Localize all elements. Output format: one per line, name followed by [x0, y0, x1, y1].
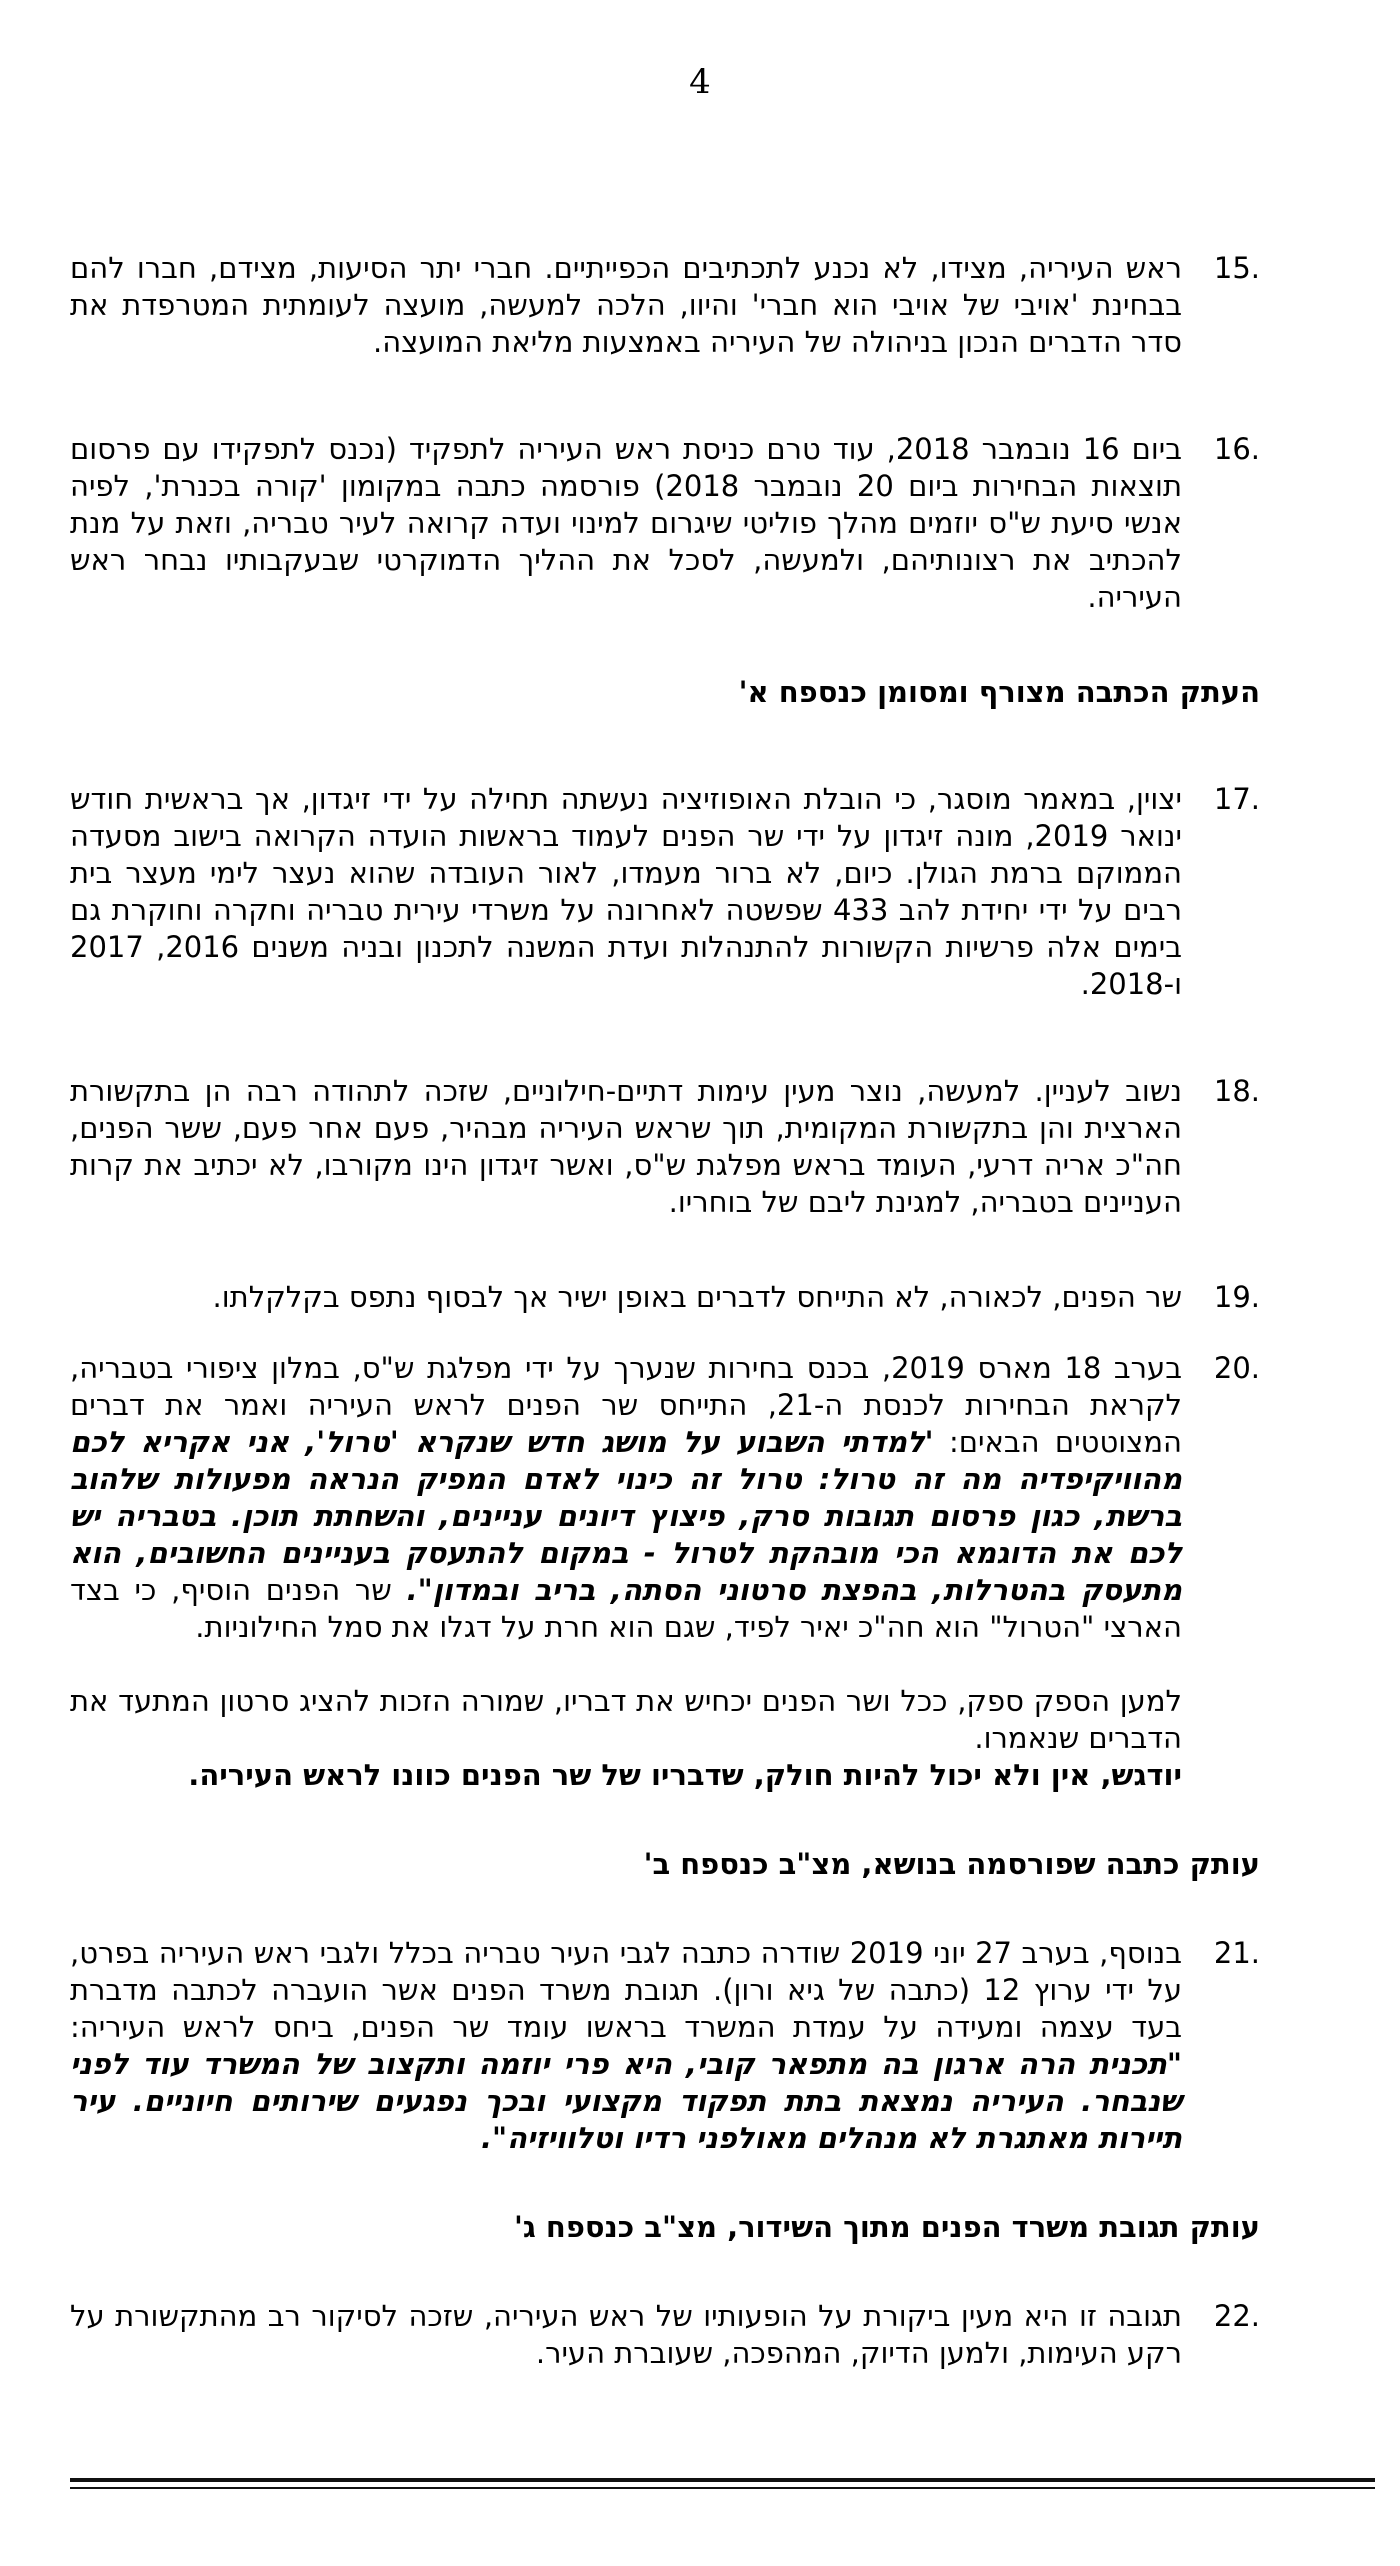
annex-c-heading: עותק תגובת משרד הפנים מתוך השידור, מצ"ב כנספח ג'	[513, 2210, 1260, 2244]
page-number: 4	[689, 62, 711, 102]
paragraph-16	[70, 431, 1260, 616]
paragraph-text: נשוב לעניין. למעשה, נוצר מעין עימות דתיים-חילוניים, שזכה לתהודה רבה הן בתקשורת הארצית והן בתקשורת המקומית, תוך שראש העיריה מבהיר, פעם אחר פעם, ששר הפנים, חה"כ אריה דרעי, העומד בראש מפלגת ש"ס, ואשר זיגדון הינו מקורבו, לא יכתיב את קרות העניינים בטבריה, למגינת ליבם של בוחריו.	[70, 1074, 1182, 1219]
paragraph-21	[70, 1935, 1260, 2157]
paragraph-17	[70, 781, 1260, 1003]
paragraph-number: 20.	[1213, 1351, 1260, 1385]
footer-rule	[70, 2478, 1375, 2482]
document-body	[70, 250, 1260, 2372]
ministry-response-quote: "תכנית הרה ארגון בה מתפאר קובי, היא פרי יוזמה ותקצוב של המשרד עוד לפני שנבחר. העיריה נמצאת בתת תפקוד מקצועי ובכך נפגעים שירותים חיוניים. עיר תיירות מאתגרת לא מנהלים מאולפני רדיו וטלוויזיה".	[70, 2047, 1182, 2155]
paragraph-intro: בערב 18 מארס 2019, בכנס בחירות שנערך על ידי מפלגת ש"ס, במלון ציפורי בטבריה, לקראת הבחירות לכנסת ה-21, התייחס שר הפנים לראש העיריה ואמר את דברים המצוטטים הבאים:	[70, 1351, 1183, 1459]
paragraph-18	[70, 1073, 1260, 1221]
paragraph-number: 17.	[1213, 782, 1260, 816]
paragraph-number: 18.	[1213, 1074, 1260, 1108]
paragraph-19	[70, 1279, 1260, 1316]
paragraph-text: שר הפנים, לכאורה, לא התייחס לדברים באופן ישיר אך לבסוף נתפס בקלקלתו.	[212, 1280, 1182, 1314]
paragraph-text: ביום 16 נובמבר 2018, עוד טרם כניסת ראש העיריה לתפקיד (נכנס לתפקידו עם פרסום תוצאות הבחירות ביום 20 נובמבר 2018) פורסמה כתבה במקומון 'קורה בכנרת', לפיה אנשי סיעת ש"ס יוזמים מהלך פוליטי שיגרום למינוי ועדה קרואה לעיר טבריה, וזאת על מנת להכתיב את רצונותיהם, ולמעשה, לסכל את ההליך הדמוקרטי שבעקבותיו נבחר ראש העיריה.	[70, 432, 1182, 614]
paragraph-text: תגובה זו היא מעין ביקורת על הופעותיו של ראש העיריה, שזכה לסיקור רב מהתקשורת על רקע העימות, ולמען הדיוק, המהפכה, שעוברת העיר.	[70, 2299, 1182, 2370]
paragraph-number: 19.	[1213, 1280, 1260, 1314]
paragraph-intro: בנוסף, בערב 27 יוני 2019 שודרה כתבה לגבי העיר טבריה בכלל ולגבי ראש העיריה בפרט, על ידי ערוץ 12 (כתבה של גיא ורון). תגובת משרד הפנים אשר הועברה לכתבה מדברת בעד עצמה ומעידה על עמדת המשרד בראשו עומד שר הפנים, ביחס לראש העיריה:	[70, 1936, 1182, 2044]
paragraph-number: 16.	[1213, 432, 1260, 466]
footer-rule-thin	[70, 2487, 1375, 2489]
paragraph-20	[70, 1350, 1260, 1794]
paragraph-number: 21.	[1213, 1936, 1260, 1970]
minister-quote: 'למדתי השבוע על מושג חדש שנקרא 'טרול', אני אקריא לכם מהוויקיפדיה מה זה טרול: טרול זה כינוי לאדם המפיק הנראה מפעולות שלהוב ברשת, כגון פרסום תגובות סרק, פיצוץ דיונים עניינים, והשחתת תוכן. בטבריה יש לכם את הדוגמא הכי מובהקת לטרול - במקום להתעסק בעניינים החשובים, הוא מתעסק בהטרלות, בהפצת סרטוני הסתה, בריב ובמדון".	[70, 1425, 1182, 1607]
paragraph-number: 22.	[1213, 2299, 1260, 2333]
paragraph-15	[70, 250, 1260, 361]
emphasis-statement: יודגש, אין ולא יכול להיות חולק, שדבריו של שר הפנים כוונו לראש העיריה.	[188, 1758, 1182, 1792]
paragraph-text: יצוין, במאמר מוסגר, כי הובלת האופוזיציה נעשתה תחילה על ידי זיגדון, אך בראשית חודש ינואר 2019, מונה זיגדון על ידי שר הפנים לעמוד בראשות הועדה הקרואה בישוב מסעדה הממוקם ברמת הגולן. כיום, לא ברור מעמדו, לאור העובדה שהוא נעצר לימי מעצר בית רבים על ידי יחידת להב 433 שפשטה לאחרונה על משרדי עירית טבריה וחקרה וחוקרת גם בימים אלה פרשיות הקשורות להתנהלות ועדת המשנה לתכנון ובניה משנים 2016, 2017 ו-2018.	[70, 782, 1183, 1001]
paragraph-text: ראש העיריה, מצידו, לא נכנע לתכתיבים הכפייתיים. חברי יתר הסיעות, מצידם, חברו להם בבחינת 'אויבי של אויבי הוא חברי' והיוו, הלכה למעשה, מועצה לעומתית המטרפדת את סדר הדברים הנכון בניהולה של העיריה באמצעות מליאת המועצה.	[70, 251, 1182, 359]
paragraph-number: 15.	[1213, 251, 1260, 285]
paragraph-continuation: שר הפנים הוסיף, כי בצד הארצי "הטרול" הוא חה"כ יאיר לפיד, שגם הוא חרת על דגלו את סמל החילוניות.	[70, 1573, 1182, 1644]
paragraph-22	[70, 2298, 1260, 2372]
paragraph-text	[70, 1935, 1182, 2157]
paragraph-text	[70, 1350, 1182, 1794]
annex-b-heading: עותק כתבה שפורסמה בנושא, מצ"ב כנספח ב'	[643, 1847, 1260, 1881]
annex-a-heading: העתק הכתבה מצורף ומסומן כנספח א'	[738, 675, 1260, 709]
video-reservation-text: למען הספק ספק, ככל ושר הפנים יכחיש את דבריו, שמורה הזכות להציג סרטון המתעד את הדברים שנאמרו.	[70, 1684, 1182, 1755]
